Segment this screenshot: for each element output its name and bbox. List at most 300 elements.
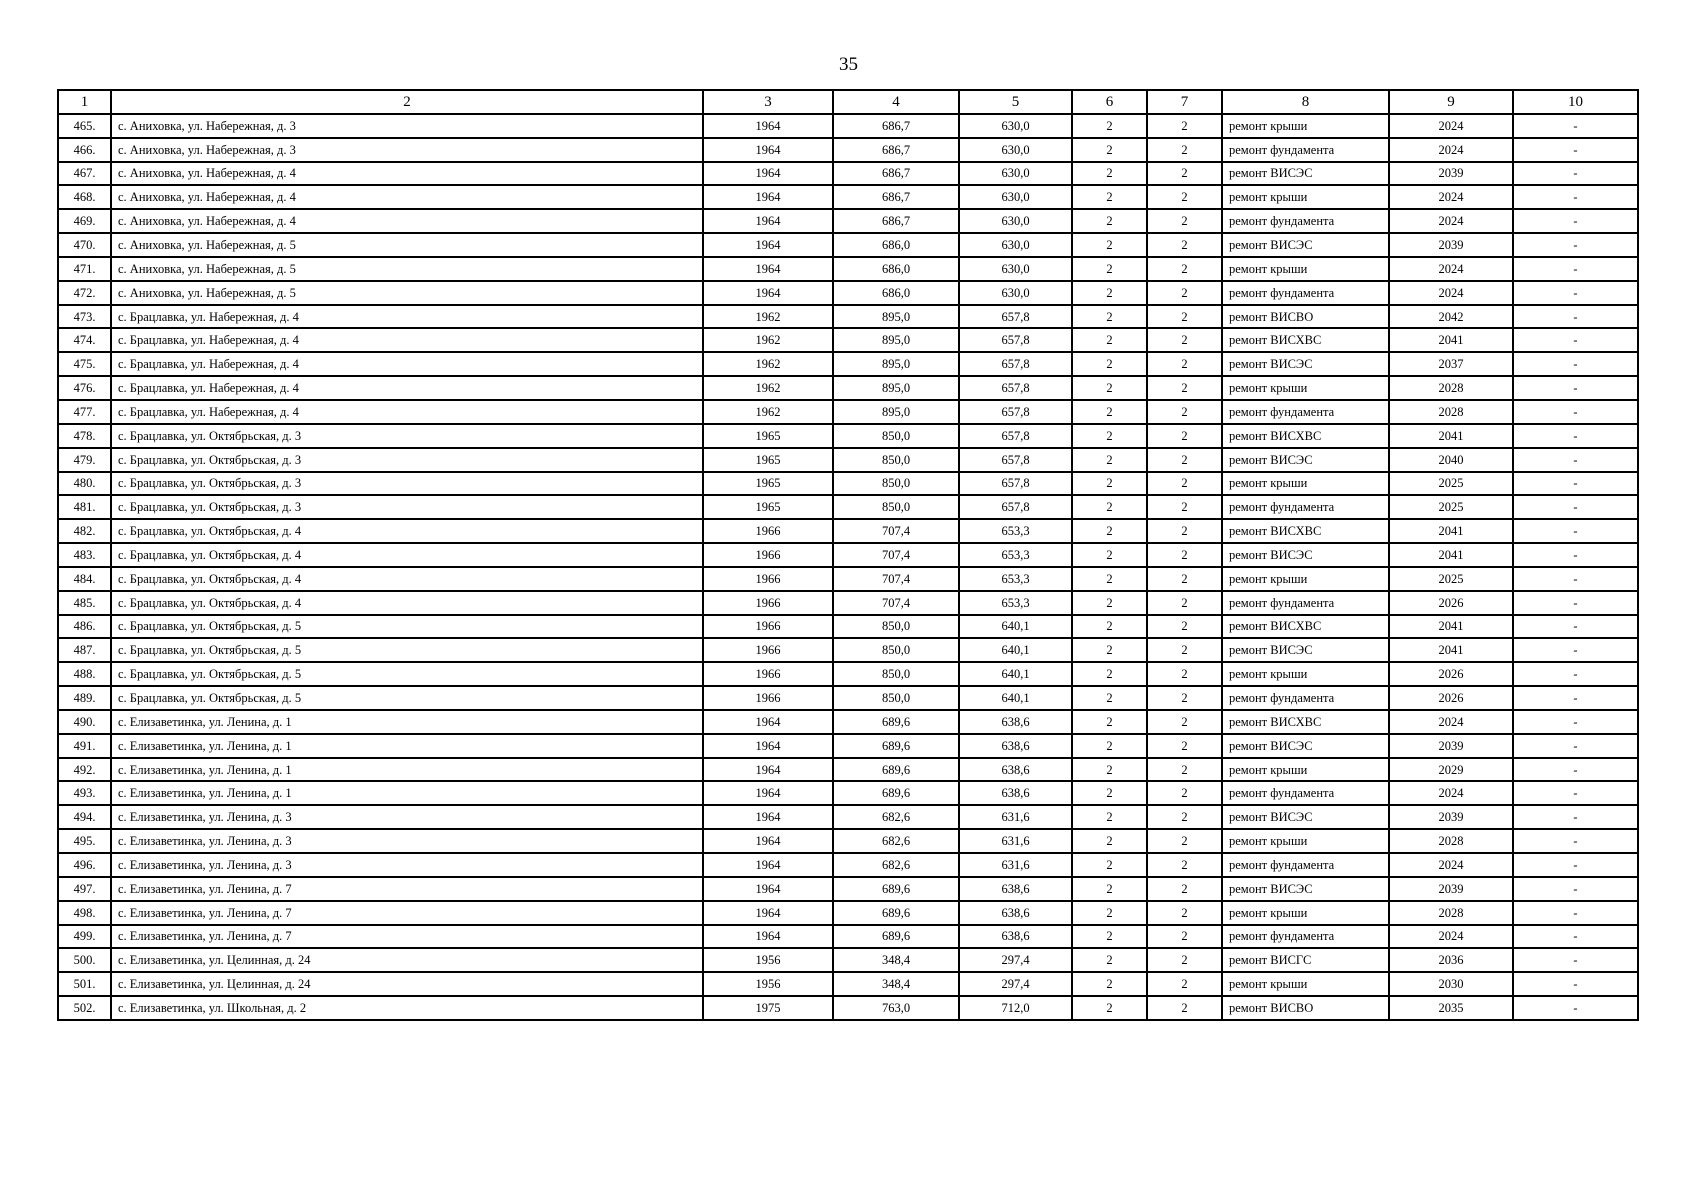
cell-address: с. Брацлавка, ул. Октябрьская, д. 4 [111,567,703,591]
cell-row-number: 499. [58,925,111,949]
cell-total-area: 895,0 [833,305,959,329]
cell-note: - [1513,114,1638,138]
cell-planned-year: 2039 [1389,233,1513,257]
cell-work-type: ремонт фундамента [1222,138,1389,162]
table-row [58,781,1638,805]
column-header: 4 [833,90,959,114]
table-row [58,495,1638,519]
cell-total-area: 348,4 [833,972,959,996]
cell-living-area: 640,1 [959,662,1072,686]
cell-year-built: 1975 [703,996,833,1020]
cell-work-type: ремонт фундамента [1222,686,1389,710]
cell-floors: 2 [1072,424,1147,448]
table-row [58,328,1638,352]
cell-planned-year: 2028 [1389,829,1513,853]
cell-row-number: 484. [58,567,111,591]
cell-work-type: ремонт фундамента [1222,400,1389,424]
cell-year-built: 1964 [703,185,833,209]
cell-year-built: 1966 [703,686,833,710]
cell-living-area: 657,8 [959,448,1072,472]
cell-row-number: 494. [58,805,111,829]
cell-floors: 2 [1072,686,1147,710]
cell-planned-year: 2036 [1389,948,1513,972]
cell-work-type: ремонт фундамента [1222,591,1389,615]
cell-planned-year: 2039 [1389,877,1513,901]
table-row [58,400,1638,424]
cell-work-type: ремонт ВИСЭС [1222,734,1389,758]
cell-work-type: ремонт ВИСЭС [1222,352,1389,376]
cell-year-built: 1964 [703,781,833,805]
cell-note: - [1513,400,1638,424]
cell-living-area: 638,6 [959,781,1072,805]
cell-note: - [1513,948,1638,972]
cell-living-area: 657,8 [959,376,1072,400]
cell-address: с. Елизаветинка, ул. Ленина, д. 7 [111,877,703,901]
cell-address: с. Аниховка, ул. Набережная, д. 4 [111,162,703,186]
cell-entrances: 2 [1147,972,1222,996]
cell-entrances: 2 [1147,424,1222,448]
cell-work-type: ремонт фундамента [1222,925,1389,949]
cell-floors: 2 [1072,281,1147,305]
cell-year-built: 1966 [703,591,833,615]
table-row [58,162,1638,186]
column-header: 8 [1222,90,1389,114]
cell-note: - [1513,615,1638,639]
cell-floors: 2 [1072,185,1147,209]
cell-year-built: 1962 [703,352,833,376]
cell-row-number: 491. [58,734,111,758]
cell-living-area: 657,8 [959,495,1072,519]
cell-work-type: ремонт ВИСХВС [1222,519,1389,543]
table-row [58,829,1638,853]
cell-work-type: ремонт ВИСЭС [1222,638,1389,662]
cell-address: с. Елизаветинка, ул. Ленина, д. 7 [111,925,703,949]
table-row [58,901,1638,925]
cell-row-number: 493. [58,781,111,805]
cell-living-area: 638,6 [959,710,1072,734]
cell-floors: 2 [1072,758,1147,782]
cell-year-built: 1966 [703,662,833,686]
cell-entrances: 2 [1147,519,1222,543]
cell-entrances: 2 [1147,615,1222,639]
table-row [58,734,1638,758]
cell-entrances: 2 [1147,877,1222,901]
table-row [58,281,1638,305]
cell-address: с. Елизаветинка, ул. Целинная, д. 24 [111,948,703,972]
table-row [58,686,1638,710]
cell-entrances: 2 [1147,853,1222,877]
cell-year-built: 1966 [703,543,833,567]
cell-total-area: 689,6 [833,781,959,805]
cell-planned-year: 2041 [1389,519,1513,543]
table-row [58,710,1638,734]
cell-planned-year: 2041 [1389,615,1513,639]
cell-work-type: ремонт крыши [1222,257,1389,281]
cell-note: - [1513,209,1638,233]
cell-living-area: 657,8 [959,328,1072,352]
cell-living-area: 630,0 [959,114,1072,138]
cell-living-area: 638,6 [959,877,1072,901]
page-number: 35 [839,54,858,75]
table-row [58,138,1638,162]
cell-living-area: 640,1 [959,638,1072,662]
column-header: 2 [111,90,703,114]
cell-total-area: 348,4 [833,948,959,972]
cell-note: - [1513,805,1638,829]
cell-living-area: 297,4 [959,948,1072,972]
cell-living-area: 630,0 [959,162,1072,186]
cell-entrances: 2 [1147,162,1222,186]
cell-floors: 2 [1072,734,1147,758]
cell-floors: 2 [1072,305,1147,329]
cell-work-type: ремонт фундамента [1222,781,1389,805]
cell-address: с. Брацлавка, ул. Октябрьская, д. 5 [111,638,703,662]
cell-year-built: 1965 [703,495,833,519]
table-row [58,114,1638,138]
cell-row-number: 471. [58,257,111,281]
cell-work-type: ремонт фундамента [1222,495,1389,519]
cell-planned-year: 2024 [1389,710,1513,734]
cell-total-area: 707,4 [833,567,959,591]
cell-row-number: 482. [58,519,111,543]
cell-note: - [1513,662,1638,686]
table-row [58,591,1638,615]
cell-year-built: 1966 [703,519,833,543]
cell-address: с. Брацлавка, ул. Набережная, д. 4 [111,400,703,424]
cell-note: - [1513,591,1638,615]
cell-floors: 2 [1072,829,1147,853]
cell-note: - [1513,424,1638,448]
cell-entrances: 2 [1147,376,1222,400]
cell-work-type: ремонт ВИСЭС [1222,448,1389,472]
cell-floors: 2 [1072,114,1147,138]
cell-note: - [1513,185,1638,209]
cell-entrances: 2 [1147,543,1222,567]
cell-planned-year: 2024 [1389,781,1513,805]
cell-planned-year: 2024 [1389,138,1513,162]
cell-living-area: 630,0 [959,233,1072,257]
cell-work-type: ремонт ВИСВО [1222,996,1389,1020]
cell-row-number: 478. [58,424,111,448]
cell-year-built: 1956 [703,948,833,972]
cell-floors: 2 [1072,376,1147,400]
cell-planned-year: 2039 [1389,734,1513,758]
cell-note: - [1513,233,1638,257]
cell-entrances: 2 [1147,638,1222,662]
cell-total-area: 686,7 [833,138,959,162]
cell-note: - [1513,734,1638,758]
cell-floors: 2 [1072,567,1147,591]
table-row [58,972,1638,996]
cell-work-type: ремонт ВИСЭС [1222,233,1389,257]
cell-floors: 2 [1072,877,1147,901]
cell-address: с. Елизаветинка, ул. Школьная, д. 2 [111,996,703,1020]
cell-living-area: 631,6 [959,829,1072,853]
cell-entrances: 2 [1147,567,1222,591]
cell-row-number: 467. [58,162,111,186]
cell-row-number: 495. [58,829,111,853]
cell-entrances: 2 [1147,400,1222,424]
table-row [58,948,1638,972]
table-row [58,567,1638,591]
cell-planned-year: 2041 [1389,328,1513,352]
cell-year-built: 1964 [703,829,833,853]
cell-total-area: 707,4 [833,543,959,567]
cell-planned-year: 2041 [1389,543,1513,567]
cell-total-area: 686,7 [833,114,959,138]
cell-address: с. Аниховка, ул. Набережная, д. 5 [111,257,703,281]
cell-address: с. Аниховка, ул. Набережная, д. 4 [111,209,703,233]
cell-year-built: 1964 [703,138,833,162]
cell-year-built: 1964 [703,281,833,305]
table-row [58,305,1638,329]
cell-total-area: 686,7 [833,209,959,233]
cell-year-built: 1964 [703,853,833,877]
cell-floors: 2 [1072,257,1147,281]
cell-note: - [1513,853,1638,877]
cell-planned-year: 2025 [1389,472,1513,496]
cell-year-built: 1964 [703,734,833,758]
cell-floors: 2 [1072,138,1147,162]
cell-row-number: 483. [58,543,111,567]
cell-row-number: 472. [58,281,111,305]
cell-floors: 2 [1072,328,1147,352]
cell-entrances: 2 [1147,948,1222,972]
cell-living-area: 640,1 [959,615,1072,639]
cell-planned-year: 2025 [1389,495,1513,519]
cell-row-number: 490. [58,710,111,734]
cell-planned-year: 2029 [1389,758,1513,782]
table-row [58,638,1638,662]
table-row [58,758,1638,782]
cell-year-built: 1964 [703,257,833,281]
cell-total-area: 707,4 [833,591,959,615]
cell-note: - [1513,781,1638,805]
column-header: 1 [58,90,111,114]
cell-living-area: 653,3 [959,543,1072,567]
cell-work-type: ремонт ВИСХВС [1222,710,1389,734]
table-row [58,519,1638,543]
cell-living-area: 631,6 [959,805,1072,829]
cell-row-number: 485. [58,591,111,615]
cell-note: - [1513,996,1638,1020]
cell-total-area: 707,4 [833,519,959,543]
cell-planned-year: 2024 [1389,281,1513,305]
cell-note: - [1513,877,1638,901]
cell-planned-year: 2028 [1389,400,1513,424]
cell-note: - [1513,495,1638,519]
cell-planned-year: 2026 [1389,686,1513,710]
cell-floors: 2 [1072,638,1147,662]
cell-living-area: 653,3 [959,567,1072,591]
cell-entrances: 2 [1147,495,1222,519]
cell-address: с. Елизаветинка, ул. Ленина, д. 3 [111,805,703,829]
cell-row-number: 497. [58,877,111,901]
table-row [58,233,1638,257]
cell-planned-year: 2024 [1389,114,1513,138]
table-row [58,209,1638,233]
cell-entrances: 2 [1147,209,1222,233]
cell-note: - [1513,519,1638,543]
cell-year-built: 1962 [703,400,833,424]
cell-work-type: ремонт ВИСГС [1222,948,1389,972]
cell-address: с. Брацлавка, ул. Октябрьская, д. 5 [111,662,703,686]
column-header: 6 [1072,90,1147,114]
cell-row-number: 469. [58,209,111,233]
cell-note: - [1513,281,1638,305]
cell-row-number: 496. [58,853,111,877]
cell-total-area: 850,0 [833,638,959,662]
cell-floors: 2 [1072,948,1147,972]
cell-note: - [1513,638,1638,662]
cell-row-number: 470. [58,233,111,257]
cell-work-type: ремонт ВИСВО [1222,305,1389,329]
cell-planned-year: 2024 [1389,257,1513,281]
cell-total-area: 689,6 [833,734,959,758]
cell-note: - [1513,829,1638,853]
cell-year-built: 1964 [703,209,833,233]
cell-floors: 2 [1072,209,1147,233]
cell-living-area: 653,3 [959,519,1072,543]
cell-address: с. Брацлавка, ул. Октябрьская, д. 3 [111,448,703,472]
cell-row-number: 500. [58,948,111,972]
cell-floors: 2 [1072,448,1147,472]
cell-floors: 2 [1072,615,1147,639]
cell-total-area: 850,0 [833,686,959,710]
cell-row-number: 466. [58,138,111,162]
cell-entrances: 2 [1147,686,1222,710]
cell-work-type: ремонт крыши [1222,972,1389,996]
cell-floors: 2 [1072,805,1147,829]
cell-total-area: 686,7 [833,185,959,209]
cell-entrances: 2 [1147,185,1222,209]
cell-planned-year: 2028 [1389,901,1513,925]
column-header: 5 [959,90,1072,114]
cell-entrances: 2 [1147,328,1222,352]
cell-planned-year: 2035 [1389,996,1513,1020]
table-row [58,662,1638,686]
cell-work-type: ремонт ВИСЭС [1222,543,1389,567]
column-header: 7 [1147,90,1222,114]
cell-note: - [1513,901,1638,925]
cell-address: с. Елизаветинка, ул. Ленина, д. 1 [111,734,703,758]
cell-address: с. Брацлавка, ул. Октябрьская, д. 4 [111,591,703,615]
cell-floors: 2 [1072,400,1147,424]
cell-floors: 2 [1072,519,1147,543]
cell-entrances: 2 [1147,925,1222,949]
cell-row-number: 502. [58,996,111,1020]
cell-entrances: 2 [1147,233,1222,257]
cell-address: с. Елизаветинка, ул. Ленина, д. 7 [111,901,703,925]
cell-work-type: ремонт фундамента [1222,209,1389,233]
cell-floors: 2 [1072,710,1147,734]
cell-row-number: 476. [58,376,111,400]
table-row [58,805,1638,829]
cell-living-area: 657,8 [959,400,1072,424]
cell-floors: 2 [1072,781,1147,805]
cell-year-built: 1962 [703,376,833,400]
cell-work-type: ремонт крыши [1222,567,1389,591]
cell-entrances: 2 [1147,281,1222,305]
cell-work-type: ремонт ВИСХВС [1222,615,1389,639]
cell-row-number: 498. [58,901,111,925]
cell-address: с. Елизаветинка, ул. Ленина, д. 1 [111,781,703,805]
table-row [58,996,1638,1020]
cell-note: - [1513,162,1638,186]
cell-living-area: 640,1 [959,686,1072,710]
cell-work-type: ремонт крыши [1222,376,1389,400]
cell-living-area: 653,3 [959,591,1072,615]
cell-living-area: 630,0 [959,281,1072,305]
cell-entrances: 2 [1147,805,1222,829]
cell-year-built: 1964 [703,710,833,734]
header-row [58,90,1638,114]
cell-work-type: ремонт крыши [1222,662,1389,686]
cell-total-area: 850,0 [833,495,959,519]
cell-row-number: 501. [58,972,111,996]
cell-planned-year: 2039 [1389,162,1513,186]
cell-year-built: 1964 [703,114,833,138]
cell-total-area: 682,6 [833,805,959,829]
cell-address: с. Брацлавка, ул. Набережная, д. 4 [111,305,703,329]
cell-note: - [1513,686,1638,710]
cell-total-area: 763,0 [833,996,959,1020]
cell-year-built: 1956 [703,972,833,996]
cell-row-number: 477. [58,400,111,424]
cell-note: - [1513,543,1638,567]
cell-row-number: 489. [58,686,111,710]
cell-total-area: 850,0 [833,424,959,448]
cell-year-built: 1965 [703,424,833,448]
cell-note: - [1513,305,1638,329]
cell-living-area: 712,0 [959,996,1072,1020]
cell-entrances: 2 [1147,996,1222,1020]
table-row [58,853,1638,877]
cell-address: с. Елизаветинка, ул. Ленина, д. 1 [111,710,703,734]
cell-living-area: 631,6 [959,853,1072,877]
cell-total-area: 850,0 [833,448,959,472]
cell-floors: 2 [1072,162,1147,186]
cell-total-area: 682,6 [833,853,959,877]
cell-note: - [1513,472,1638,496]
cell-living-area: 638,6 [959,758,1072,782]
cell-year-built: 1964 [703,758,833,782]
table-row [58,257,1638,281]
cell-total-area: 895,0 [833,328,959,352]
cell-entrances: 2 [1147,901,1222,925]
cell-year-built: 1964 [703,877,833,901]
cell-address: с. Брацлавка, ул. Октябрьская, д. 5 [111,615,703,639]
cell-living-area: 630,0 [959,138,1072,162]
cell-address: с. Брацлавка, ул. Октябрьская, д. 3 [111,495,703,519]
cell-address: с. Елизаветинка, ул. Ленина, д. 3 [111,853,703,877]
cell-planned-year: 2024 [1389,853,1513,877]
table-row [58,925,1638,949]
cell-total-area: 686,0 [833,281,959,305]
cell-row-number: 480. [58,472,111,496]
cell-row-number: 486. [58,615,111,639]
cell-year-built: 1965 [703,472,833,496]
cell-year-built: 1962 [703,328,833,352]
cell-living-area: 657,8 [959,305,1072,329]
cell-entrances: 2 [1147,257,1222,281]
cell-entrances: 2 [1147,591,1222,615]
cell-address: с. Брацлавка, ул. Набережная, д. 4 [111,376,703,400]
cell-planned-year: 2030 [1389,972,1513,996]
cell-row-number: 473. [58,305,111,329]
cell-address: с. Аниховка, ул. Набережная, д. 5 [111,281,703,305]
cell-planned-year: 2024 [1389,185,1513,209]
